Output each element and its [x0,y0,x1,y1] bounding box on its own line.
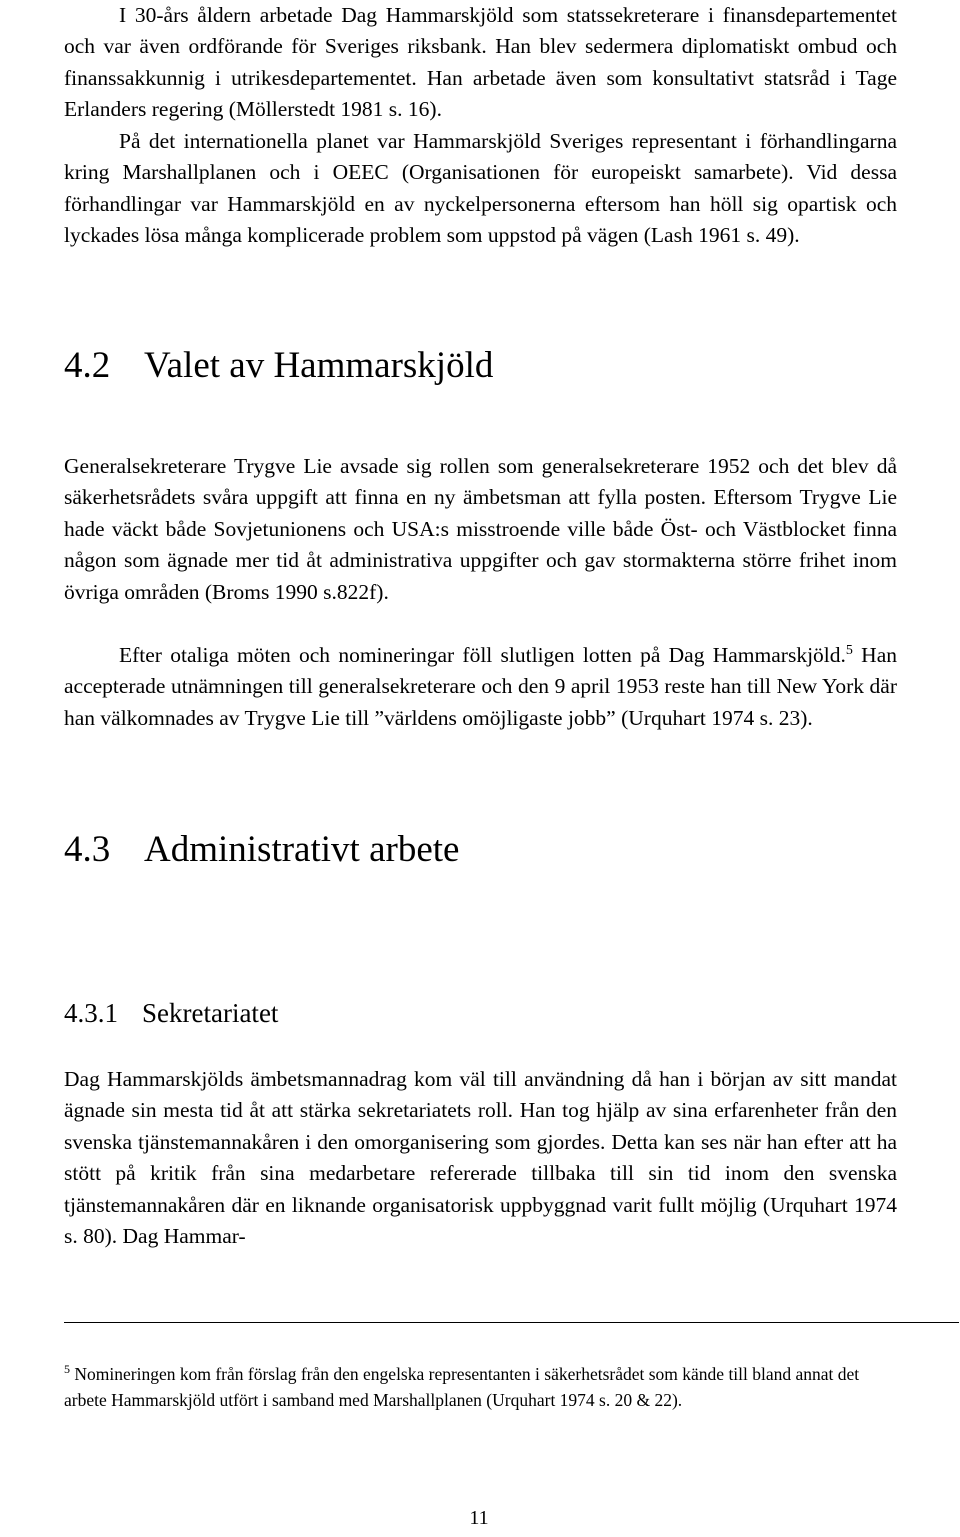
section-heading-4-3 [64,828,459,871]
section-heading-4-2 [64,344,493,387]
footnote-text: Nomineringen kom från förslag från den engelska representanten i säkerhetsrådet som kände till bland annat det arbete Hammarskjöld utfört i samband med Marshallplanen (Urquhart 1974 s. 20 & 22). [64,1364,860,1410]
subsection-heading-4-3-1 [64,998,278,1029]
paragraph-career-finance: I 30-års åldern arbetade Dag Hammarskjöld som statssekreterare i finansdepartementet och var även ordförande för Sveriges riksbank. Han blev sedermera diplomatiskt ombud och finanssakkunnig i utrikesdepartementet. Han arbetade även som konsultativt statsråd i Tage Erlanders regering (Möllerstedt 1981 s. 16). [64,3,897,122]
section-number: 4.3 [64,829,111,870]
footnote-reference-5[interactable]: 5 [845,643,853,658]
section-title: Sekretariatet [142,998,279,1028]
paragraph-secretariat: Dag Hammarskjölds ämbetsmannadrag kom väl till användning då han i början av sitt mandat ägnade sin mesta tid åt att stärka sekretariatets roll. Han tog hjälp av sina erfarenheter från den svenska tjänstemannakåren i den omorganisering som gjordes. Detta kan ses när han efter att ha stött på kritik från sina medarbetare refererade tillbaka till sin tid inom den svenska tjänstemannakåren där en liknande organisatorisk uppbyggnad varit fullt möjlig (Urquhart 1974 s. 80). Dag Hammar- [64,1067,897,1249]
paragraph-text: Han accepterade utnämningen till generalsekreterare och den 9 april 1953 reste han till New York där han välkomnades av Trygve Lie till ”världens omöjligaste jobb” (Urquhart 1974 s. 23). [64,643,897,730]
page-number: 11 [469,1507,489,1529]
paragraph-international-marshall: På det internationella planet var Hammarskjöld Sveriges representant i förhandlingarna kring Marshallplanen och i OEEC (Organisationen för europeiskt samarbete). Vid dessa förhandlingar var Hammarskjöld en av nyckelpersonerna eftersom han höll sig opartisk och lyckades lösa många komplicerade problem som uppstod på vägen (Lash 1961 s. 49). [64,129,897,248]
paragraph-text: Efter otaliga möten och nomineringar föll slutligen lotten på Dag Hammarskjöld. [119,643,846,667]
paragraph-trygve-lie: Generalsekreterare Trygve Lie avsade sig rollen som generalsekreterare 1952 och det blev då säkerhetsrådets svåra uppgift att finna en ny ämbetsman att fylla posten. Eftersom Trygve Lie hade väckt både Sovjetunionens och USA:s misstroende ville både Öst- och Västblocket finna någon som ägnade mer tid åt administrativa uppgifter och gav stormakterna större frihet inom övriga områden (Broms 1990 s.822f). [64,454,897,604]
section-number: 4.2 [64,345,111,386]
document-page [64,0,897,1537]
section-title: Valet av Hammarskjöld [144,345,494,386]
section-number: 4.3.1 [64,998,118,1028]
footnote-separator [64,1322,959,1323]
paragraph-nomination [64,640,897,734]
section-title: Administrativt arbete [144,829,460,870]
footnote-5 [64,1362,897,1413]
footnote-mark: 5 [64,1362,70,1376]
